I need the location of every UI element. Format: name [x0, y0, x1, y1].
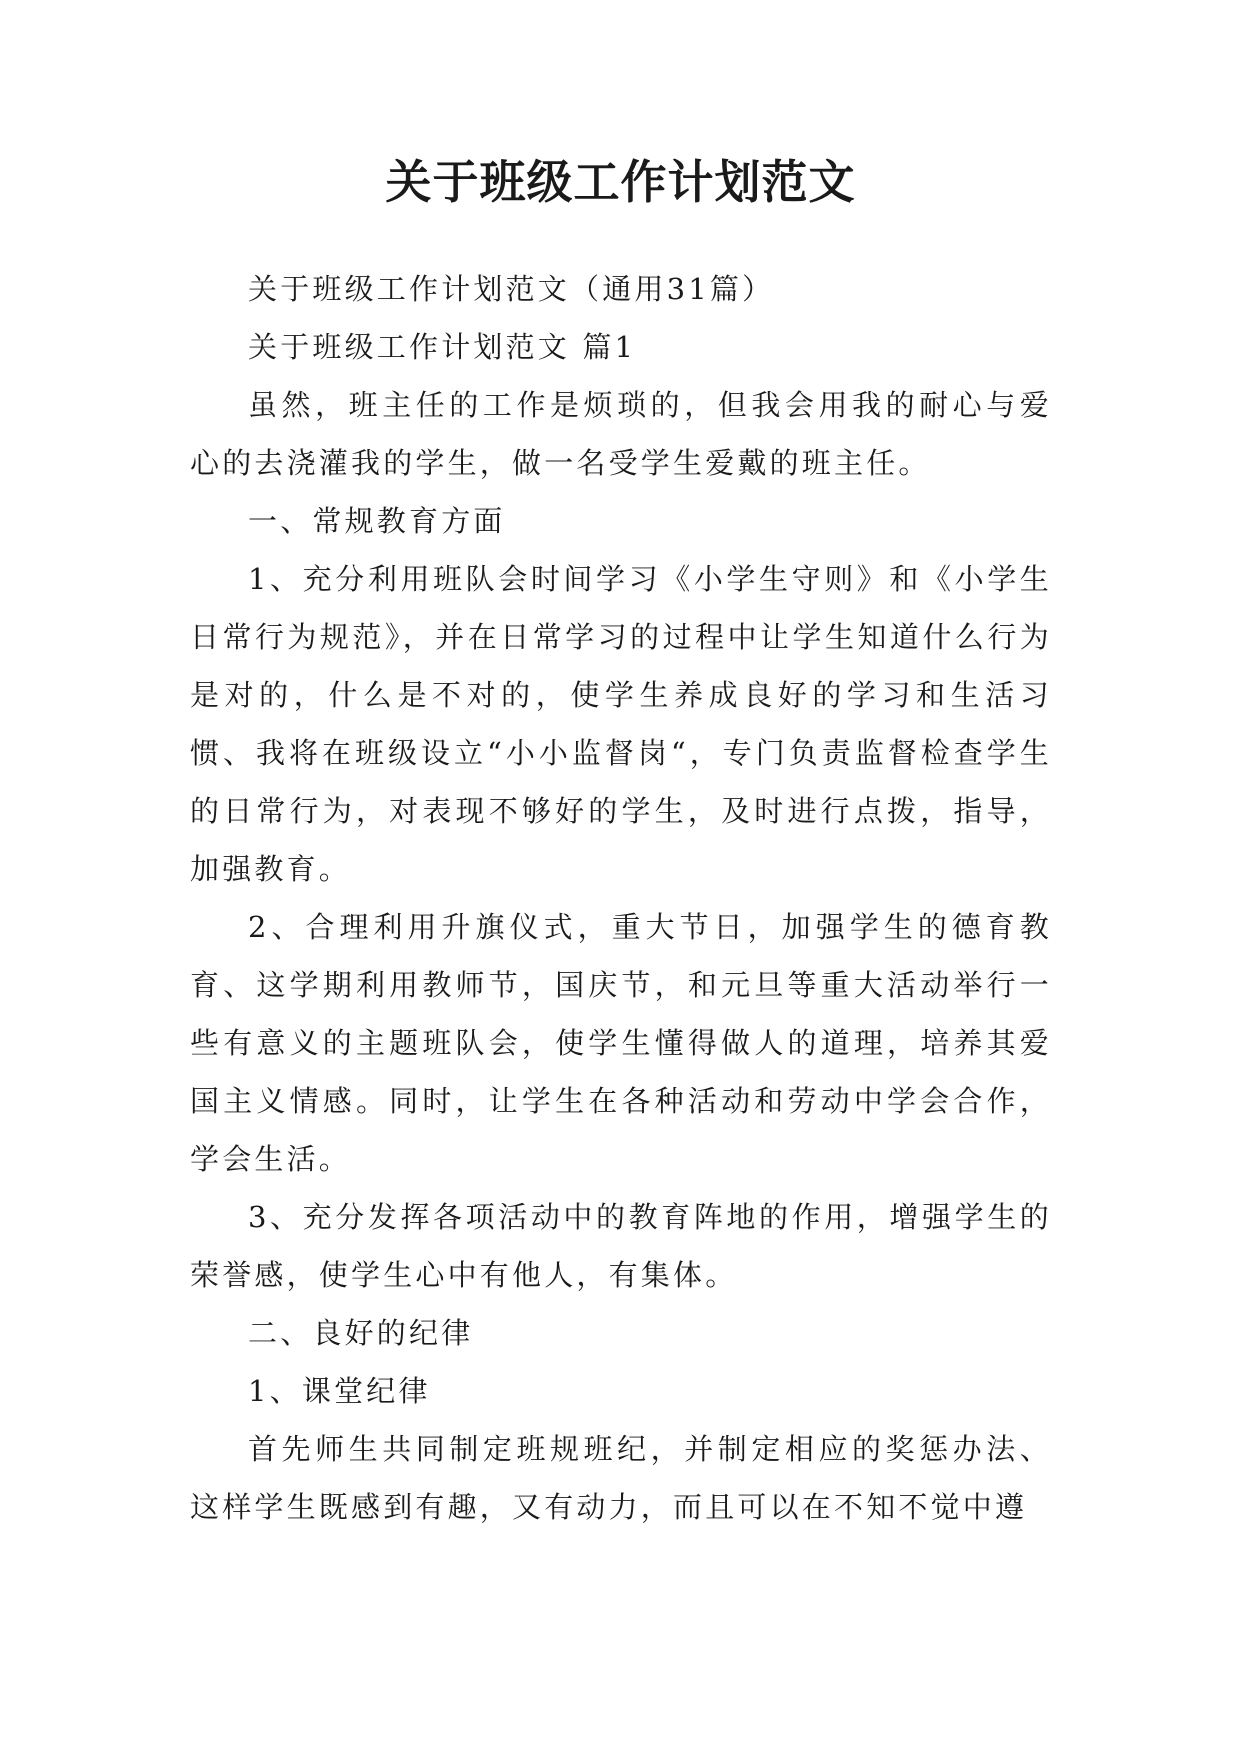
- document-body: [190, 260, 1052, 1536]
- body-paragraph: 3、充分发挥各项活动中的教育阵地的作用，增强学生的荣誉感，使学生心中有他人，有集体。: [190, 1200, 1052, 1292]
- section-heading: 一、常规教育方面: [248, 504, 506, 538]
- body-paragraph: 首先师生共同制定班规班纪，并制定相应的奖惩办法、这样学生既感到有趣，又有动力，而且可以在不知不觉中遵: [190, 1432, 1052, 1524]
- subsection-heading: 1、课堂纪律: [248, 1374, 431, 1408]
- body-paragraph: 虽然，班主任的工作是烦琐的，但我会用我的耐心与爱心的去浇灌我的学生，做一名受学生爱戴的班主任。: [190, 388, 1052, 480]
- section-heading-article-1: 关于班级工作计划范文 篇1: [248, 330, 637, 364]
- body-paragraph: 2、合理利用升旗仪式，重大节日，加强学生的德育教育、这学期利用教师节，国庆节，和元旦等重大活动举行一些有意义的主题班队会，使学生懂得做人的道理，培养其爱国主义情感。同时，让学生在各种活动和劳动中学会合作，学会生活。: [190, 910, 1052, 1176]
- body-paragraph: 1、充分利用班队会时间学习《小学生守则》和《小学生日常行为规范》，并在日常学习的过程中让学生知道什么行为是对的，什么是不对的，使学生养成良好的学习和生活习惯、我将在班级设立“小小监督岗“，专门负责监督检查学生的日常行为，对表现不够好的学生，及时进行点拨，指导，加强教育。: [190, 562, 1052, 886]
- subtitle-line: 关于班级工作计划范文（通用31篇）: [248, 272, 775, 306]
- document-title: 关于班级工作计划范文: [385, 155, 856, 209]
- section-heading: 二、良好的纪律: [248, 1316, 474, 1350]
